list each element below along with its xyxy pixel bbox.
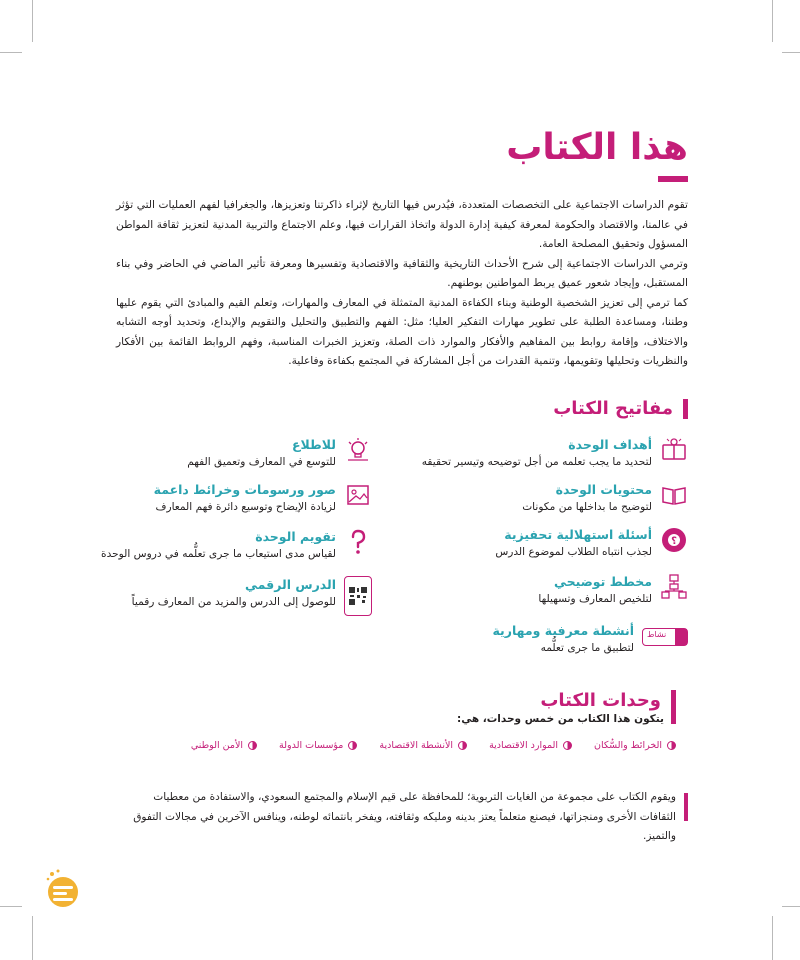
unit-item — [191, 740, 257, 751]
units-title: وحدات الكتاب — [540, 689, 661, 711]
keys-title: مفاتيح الكتاب — [553, 398, 673, 419]
open-book-icon — [660, 481, 688, 509]
crop-mark — [32, 916, 33, 960]
crop-mark — [782, 52, 800, 53]
svg-text:؟: ؟ — [671, 536, 677, 547]
crop-mark — [782, 906, 800, 907]
half-circle-icon — [667, 741, 676, 750]
unit-item — [489, 740, 572, 751]
key-activities — [492, 622, 688, 656]
unit-label: الأمن الوطني — [190, 740, 244, 751]
unit-item — [594, 740, 676, 751]
key-desc: لتلخيص المعارف وتسهيلها — [538, 593, 652, 605]
key-desc: لقياس مدى استيعاب ما جرى تعلُّمه في دروس الوحدة — [101, 548, 336, 560]
title-underline — [658, 176, 688, 182]
key-diagram — [538, 573, 688, 607]
crop-mark — [772, 0, 773, 42]
units-list — [191, 740, 676, 751]
key-title: مخطط توضيحي — [553, 574, 652, 589]
key-unit-contents — [522, 481, 688, 515]
key-learn-more — [187, 436, 372, 470]
key-desc: لزيادة الإيضاح وتوسيع دائرة فهم المعارف — [155, 501, 336, 513]
book-target-icon — [660, 436, 688, 464]
key-images — [154, 481, 372, 515]
key-desc: لتوضيح ما بداخلها من مكونات — [522, 501, 652, 513]
heading-bar — [683, 399, 688, 419]
lightbulb-icon — [344, 436, 372, 464]
crop-mark — [32, 0, 33, 42]
key-digital-lesson — [132, 576, 372, 616]
crop-mark — [0, 52, 22, 53]
question-mark-icon — [344, 528, 372, 556]
key-desc: لجذب انتباه الطلاب لموضوع الدرس — [495, 546, 652, 558]
key-title: أهداف الوحدة — [568, 437, 652, 452]
activity-tag-label: نشاط — [647, 630, 667, 639]
key-desc: للتوسع في المعارف وتعميق الفهم — [187, 456, 336, 468]
unit-item — [279, 740, 357, 751]
unit-item — [379, 740, 467, 751]
intro-text — [116, 196, 688, 372]
units-subtitle: يتكون هذا الكتاب من خمس وحدات، هي: — [457, 713, 664, 725]
key-desc: لتحديد ما يجب تعلمه من أجل توضيحه وتيسير تحقيقه — [421, 456, 652, 468]
publisher-logo-icon — [44, 866, 82, 914]
key-unit-assessment — [101, 528, 372, 562]
crop-mark — [0, 906, 22, 907]
half-circle-icon — [458, 741, 467, 750]
keys-heading — [553, 398, 688, 419]
activity-tag-icon — [642, 628, 688, 646]
intro-paragraph: تقوم الدراسات الاجتماعية على التخصصات المتعددة، فيُدرس فيها التاريخ لإثراء ذاكرتنا وتعزيزها، والجغرافيا لفهم العمليات التي تؤثر في عالمنا، والاقتصاد والحكومة لمعرفة كيفية إدارة الدولة واتخاذ القرارات فيها، وعلم الاجتماع والتربية المدنية لتعزيز ثقافة المواطن المسؤول وتحقيق المصلحة العامة. — [116, 199, 688, 250]
key-desc: للوصول إلى الدرس والمزيد من المعارف رقمياً — [131, 596, 336, 608]
key-desc: لتطبيق ما جرى تعلُّمه — [540, 642, 634, 654]
heading-bar — [671, 690, 676, 724]
flowchart-icon — [660, 573, 688, 601]
unit-label: الخرائط والسُّكان — [594, 740, 662, 751]
key-opening-questions — [495, 526, 688, 560]
unit-label: الأنشطة الاقتصادية — [379, 740, 454, 751]
intro-paragraph: كما ترمي إلى تعزيز الشخصية الوطنية وبناء الكفاءة المدنية المتمثلة في المعارف والمهارات، وتعلم القيم والمبادئ التي يقوم عليها وطننا، ومساعدة الطلبة على تطوير مهارات التفكير العليا؛ مثل: الفهم والتطبيق والتحليل والتقويم والإبداع، وتحديد أوجه التشابه والاختلاف، وإقامة روابط بين المفاهيم والأفكار والموارد ذات الصلة، وتعزيز الخبرات المناسبة، وفهم الروابط القائمة بين الأفكار والنظريات وتحليلها وتقويمها، وتنمية القدرات من أجل المشاركة في المجتمع بكفاءة وفاعلية. — [116, 296, 688, 367]
crop-mark — [772, 916, 773, 960]
half-circle-icon — [348, 741, 357, 750]
question-circle-icon — [660, 526, 688, 554]
closing-paragraph: ويقوم الكتاب على مجموعة من الغايات التربوية؛ للمحافظة على قيم الإسلام والمجتمع السعودي، والاستفادة من معطيات الثقافات الأخرى ومنجزاتها، فيصنع متعلماً يعتز بدينه ومليكه وثقافته، ويفخر بانتمائه لوطنه، وينافس الآخرين في مجالات التفوق والتميز. — [133, 791, 676, 842]
key-unit-objectives — [422, 436, 688, 470]
key-title: أسئلة استهلالية تحفيزية — [504, 527, 652, 542]
image-icon — [344, 481, 372, 509]
key-title: تقويم الوحدة — [255, 529, 336, 544]
unit-label: الموارد الاقتصادية — [489, 740, 559, 751]
key-title: أنشطة معرفية ومهارية — [492, 623, 634, 638]
page-title: هذا الكتاب — [506, 127, 688, 168]
intro-paragraph: وترمي الدراسات الاجتماعية إلى شرح الأحداث التاريخية والثقافية والاقتصادية وتفسيرها ومعرفة تأثير الماضي في الحاضر وفي بناء المستقبل، وإيجاد شعور عميق يربط المواطنين بوطنهم. — [116, 257, 688, 289]
key-title: للاطلاع — [292, 437, 336, 452]
qr-code-icon — [344, 576, 372, 616]
unit-label: مؤسسات الدولة — [279, 740, 344, 751]
key-title: محتويات الوحدة — [555, 482, 652, 497]
half-circle-icon — [563, 741, 572, 750]
half-circle-icon — [248, 741, 257, 750]
key-title: الدرس الرقمي — [245, 577, 336, 592]
key-title: صور ورسومات وخرائط داعمة — [153, 482, 336, 497]
